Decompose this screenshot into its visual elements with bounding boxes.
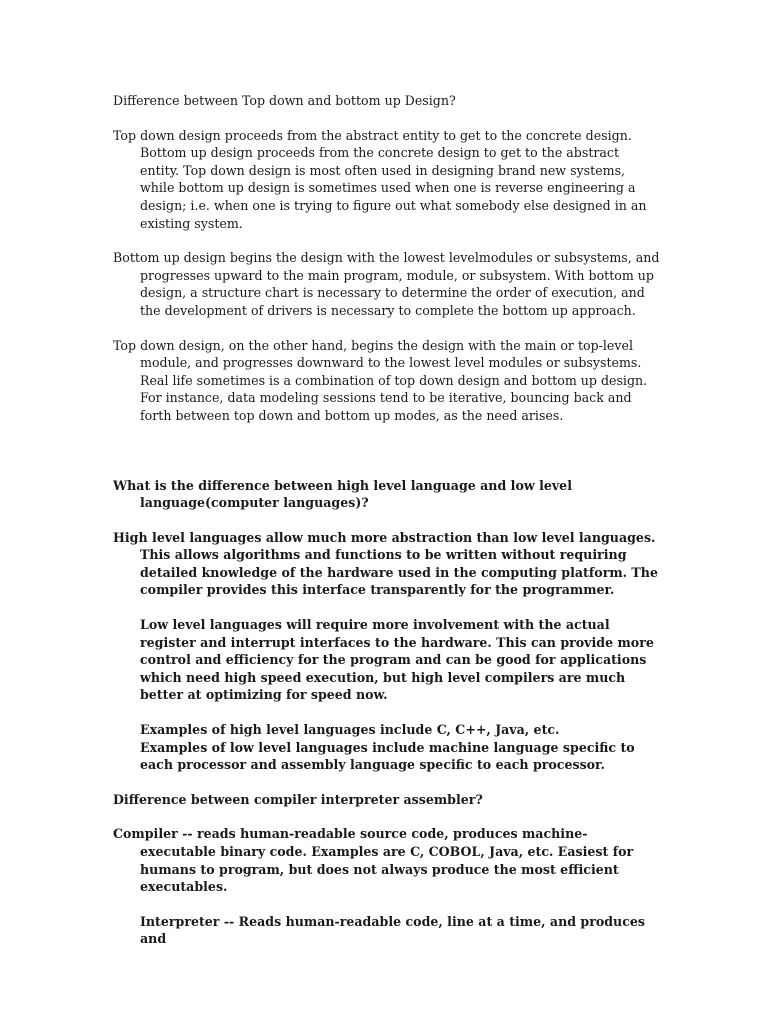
paragraph-high-level-languages: High level languages allow much more abstraction than low level languages. This allows algorithms and functions to be written without requiring detailed knowledge of the hardware used in the computing platform. The compiler provides this interface transparently for the programmer. — [113, 529, 658, 598]
paragraph-top-down-vs-bottom-up: Top down design proceeds from the abstract entity to get to the concrete design. Bottom up design proceeds from the concrete design to get to the abstract entity. Top down design is most often used in designing brand new systems, while bottom up design is sometimes used when one is reverse engineering a design; i.e. when one is trying to figure out what somebody else designed in an existing system. — [113, 127, 647, 231]
section-heading-language-levels: What is the difference between high level language and low level language(computer languages)? — [113, 477, 572, 511]
paragraph-low-level-languages: Low level languages will require more involvement with the actual register and interrupt interfaces to the hardware. This can provide more control and efficiency for the program and can be good for applications which need high speed execution, but high level compilers are much better at optimizing for speed now. — [140, 617, 654, 703]
paragraph-top-down-design: Top down design, on the other hand, begins the design with the main or top-level module, and progresses downward to the lowest level modules or subsystems. Real life sometimes is a combination of top down design and bottom up design. For instance, data modeling sessions tend to be iterative, bouncing back and forth between top down and bottom up modes, as the need arises. — [113, 337, 648, 423]
examples-low-level: Examples of low level languages include machine language specific to each processor and assembly language specific to each processor. — [140, 739, 635, 773]
examples-high-level: Examples of high level languages include C, C++, Java, etc. — [140, 722, 560, 738]
document-body — [113, 92, 661, 948]
section-heading-compiler-interpreter-assembler: Difference between compiler interpreter assembler? — [113, 791, 483, 807]
paragraph-compiler: Compiler -- reads human-readable source code, produces machine-executable binary code. Examples are C, COBOL, Java, etc. Easiest for humans to program, but does not always produce the most efficient executables. — [113, 826, 634, 895]
section-heading-top-down-bottom-up: Difference between Top down and bottom up Design? — [113, 93, 456, 108]
paragraph-bottom-up-design: Bottom up design begins the design with the lowest levelmodules or subsystems, and progresses upward to the main program, module, or subsystem. With bottom up design, a structure chart is necessary to determine the order of execution, and the development of drivers is necessary to complete the bottom up approach. — [113, 250, 660, 318]
paragraph-interpreter: Interpreter -- Reads human-readable code, line at a time, and produces and — [140, 913, 645, 947]
